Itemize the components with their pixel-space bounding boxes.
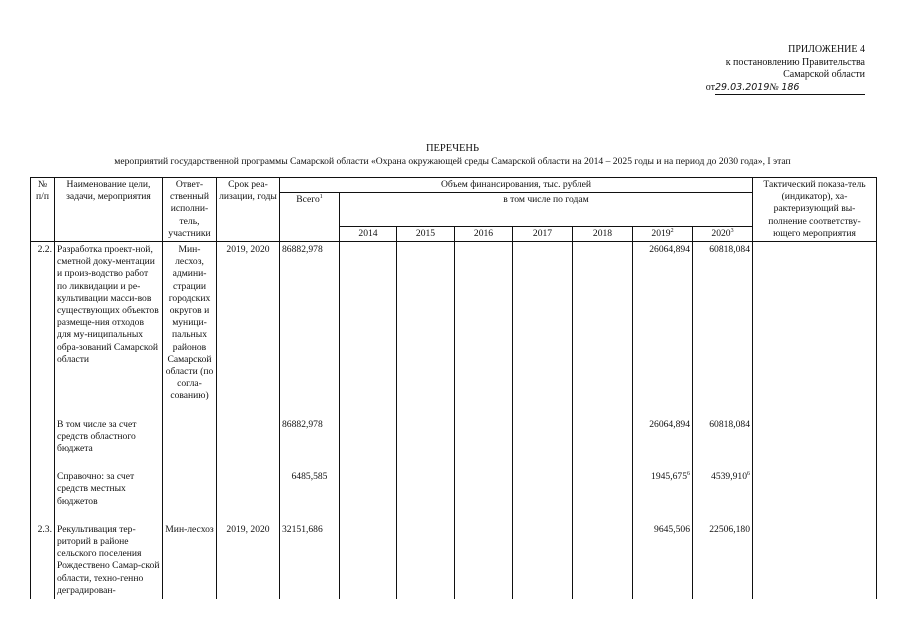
appendix-block: [665, 44, 865, 95]
program-table: [30, 177, 877, 599]
row-2019: 26064,894: [633, 417, 693, 458]
header-funding: Объем финансирования, тыс. рублей: [280, 178, 753, 193]
row-total: 32151,686: [280, 522, 340, 599]
signature-line: [715, 82, 865, 96]
table-row: [31, 522, 877, 599]
row-name: В том числе за счет средств областного бюджета: [55, 417, 163, 458]
row-total: 86882,978: [280, 417, 340, 458]
table-row: [31, 417, 877, 458]
row-name: Разработка проект-ной, сметной доку-ментации и произ-водство работ по ликвидации и ре-культивации масси-вов существующих объектов размеще-ния отходов для му-ниципальных обра-зований Самарской области: [55, 242, 163, 405]
row-executor: Мин-лесхоз: [163, 522, 217, 599]
table-row: [31, 242, 877, 405]
header-indicator: Тактический показа-тель (индикатор), ха-рактеризующий вы-полнение соответству-ющего мероприятия: [753, 178, 877, 242]
row-2020: 22506,180: [693, 522, 753, 599]
row-2019: 26064,894: [633, 242, 693, 405]
table-row: [31, 469, 877, 510]
header-year-2020: 2020$^3$: [693, 226, 753, 241]
header-executor: Ответ-ственный исполни-тель, участники: [163, 178, 217, 242]
appendix-date-line: [665, 82, 865, 96]
row-2020: 4539,910$^6$: [693, 469, 753, 510]
header-term: Срок реа-лизации, годы: [217, 178, 280, 242]
row-executor: Мин-лесхоз, админи-страции городских округов и муници-пальных районов Самарской области (по согла-сованию): [163, 242, 217, 405]
document-subtitle: мероприятий государственной программы Самарской области «Охрана окружающей среды Самарской области на 2014 – 2025 годы и на период до 2030 года», I этап: [114, 156, 791, 167]
header-total: Всего$^1$: [280, 193, 340, 242]
header-year-2016: 2016: [455, 226, 513, 241]
row-num: 2.3.: [31, 522, 55, 599]
header-year-2017: 2017: [513, 226, 573, 241]
appendix-decree: к постановлению Правительства: [725, 56, 865, 68]
header-name: Наименование цели, задачи, мероприятия: [55, 178, 163, 242]
row-2020: 60818,084: [693, 417, 753, 458]
row-num: 2.2.: [31, 242, 55, 405]
header-by-year: в том числе по годам: [340, 193, 753, 227]
from-label: от: [705, 81, 715, 93]
header-year-2018: 2018: [573, 226, 633, 241]
row-2020: 60818,084: [693, 242, 753, 405]
header-num: № п/п: [31, 178, 55, 242]
row-name: Рекультивация тер-риторий в районе сельского поселения Рождествено Самар-ской области, техно-генно деградирован-: [55, 522, 163, 599]
row-total: 6485,585: [280, 469, 340, 510]
row-term: 2019, 2020: [217, 242, 280, 405]
header-year-2014: 2014: [340, 226, 397, 241]
document-title: ПЕРЕЧЕНЬ: [425, 143, 480, 154]
row-term: [217, 469, 280, 510]
row-num: [31, 469, 55, 510]
row-term: [217, 417, 280, 458]
row-2019: 9645,506: [633, 522, 693, 599]
appendix-title: ПРИЛОЖЕНИЕ 4: [788, 44, 865, 55]
row-term: 2019, 2020: [217, 522, 280, 599]
row-executor: [163, 417, 217, 458]
appendix-region: Самарской области: [783, 69, 865, 80]
handwritten-date: 29.03.2019: [715, 81, 770, 93]
row-executor: [163, 469, 217, 510]
row-num: [31, 417, 55, 458]
number-label: №: [769, 81, 779, 93]
header-year-2019: 2019$^2$: [633, 226, 693, 241]
header-year-2015: 2015: [397, 226, 455, 241]
handwritten-number: 186: [781, 81, 800, 93]
row-name: Справочно: за счет средств местных бюджетов: [55, 469, 163, 510]
row-total: 86882,978: [280, 242, 340, 405]
row-2019: 1945,675$^6$: [633, 469, 693, 510]
